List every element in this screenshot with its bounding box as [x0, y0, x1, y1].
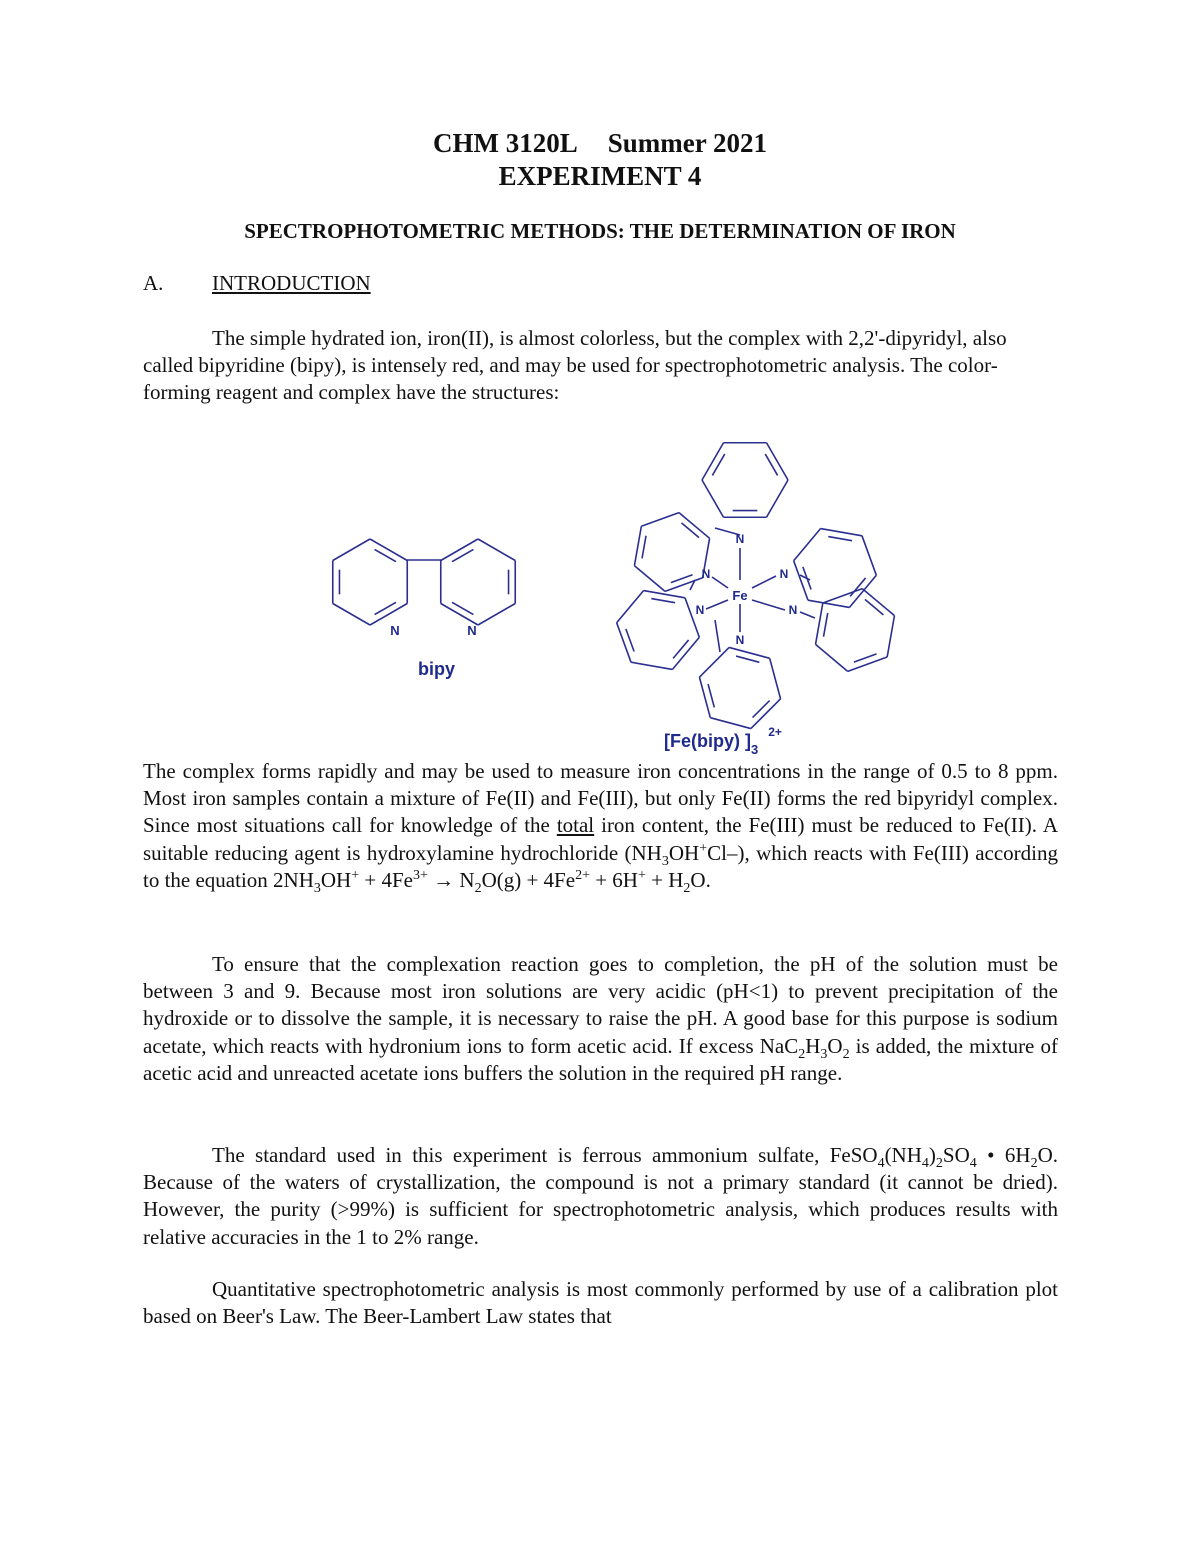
bond-line — [794, 561, 808, 600]
bond-line — [333, 539, 370, 561]
bond-line — [828, 537, 852, 541]
section-letter: A. — [143, 271, 164, 295]
bond-line — [715, 620, 720, 652]
bond-line — [770, 658, 781, 699]
bond-line — [710, 718, 751, 729]
bond-line — [800, 612, 815, 618]
bond-line — [626, 629, 634, 652]
bond-line — [824, 613, 828, 637]
bond-line — [823, 589, 862, 603]
nitrogen-atom: N — [779, 567, 789, 581]
bond-line — [699, 677, 710, 718]
intro-paragraph: The simple hydrated ion, iron(II), is almost colorless, but the complex with 2,2'-dipyridyl, also called bipyridine (bipy), is intensely red, and may be used for spectrophotometric analysis. The color-forming reagent and complex have the structures: — [143, 326, 1007, 405]
bond-line — [752, 576, 776, 588]
nitrogen-atom: N — [701, 567, 711, 581]
bond-line — [794, 529, 821, 561]
nitrogen-atom: N — [695, 603, 705, 617]
bond-line — [631, 662, 672, 669]
ph-paragraph: To ensure that the complexation reaction goes to completion, the pH of the solution must be between 3 and 9. Because most iron solutions are very acidic (pH<1) to prevent precipitation of the hydroxide or to dissolve the sample, it is necessary to raise the pH. A good base for this purpose is sodium acetate, which reacts with hydronium ions to form acetic acid. If excess $NaC_2H_3O_2$ is added, the mixture of acetic acid and unreacted acetate ions buffers the solution in the required pH range. — [143, 952, 1058, 1085]
nitrogen-atom: N — [735, 633, 745, 647]
bond-line — [651, 599, 675, 603]
bond-line — [671, 575, 693, 583]
bond-line — [665, 578, 703, 592]
structure-atom-labels — [390, 532, 797, 647]
bond-line — [736, 656, 759, 662]
bipy-label: bipy — [418, 659, 456, 679]
complex-paragraph: The complex forms rapidly and may be used to measure iron concentrations in the range of 0.5 to 8 ppm. Most iron samples contain a mixture of Fe(II) and Fe(III), but only Fe(II) forms the red bipyridyl complex. Since most situations call for knowledge of the total iron content, the Fe(III) must be reduced to Fe(II). A suitable reducing agent is hydroxylamine hydrochloride $(NH_3OH^+Cl-)$, which reacts with Fe(III) according to the equation $2NH_3OH^+ + 4Fe^{3+} \to N_2O(g) + 4Fe^{2+} + 6H^+ + H_2O$. — [143, 759, 1058, 896]
course-term: Summer 2021 — [607, 128, 767, 158]
bond-line — [706, 600, 728, 609]
bond-line — [865, 599, 883, 614]
nitrogen-atom: N — [788, 603, 798, 617]
section-name: INTRODUCTION — [212, 271, 371, 295]
standard-paragraph: The standard used in this experiment is ferrous ammonium sulfate, $FeSO_4(NH_4)_2SO_4$ • $6H_2O$. Because of the waters of crystallization, the compound is not a primary standard (it cannot be dried). However, the purity (>99%) is sufficient for spectrophotometric analysis, which produces results with relative accuracies in the 1 to 2% range. — [143, 1143, 1058, 1249]
bond-line — [641, 513, 679, 527]
bond-line — [673, 640, 688, 658]
nitrogen-atom: N — [390, 623, 400, 638]
experiment-subtitle: SPECTROPHOTOMETRIC METHODS: THE DETERMINATION OF IRON — [244, 219, 956, 243]
bond-line — [617, 591, 644, 623]
total-emphasis: total — [556, 813, 595, 838]
bond-line — [712, 577, 728, 588]
bond-line — [634, 526, 641, 565]
structure-bonds — [333, 443, 895, 729]
bond-line — [862, 536, 876, 575]
section-heading — [143, 271, 371, 296]
bond-line — [702, 480, 724, 517]
bond-line — [854, 654, 877, 662]
bond-line — [767, 480, 789, 517]
bond-line — [333, 604, 370, 626]
bond-line — [478, 539, 515, 561]
nitrogen-atom: N — [467, 623, 477, 638]
bond-line — [729, 647, 770, 658]
bond-line — [821, 529, 862, 536]
beers-law-paragraph: Quantitative spectrophotometric analysis is most commonly performed by use of a calibration plot based on Beer's Law. The Beer-Lambert Law states that — [143, 1277, 1058, 1329]
bond-line — [752, 600, 785, 610]
bond-line — [753, 701, 770, 718]
bond-line — [887, 616, 894, 657]
bond-line — [816, 603, 823, 644]
bond-line — [816, 644, 848, 671]
bond-line — [850, 578, 865, 596]
complex-label: [Fe(bipy) ]$_3^{2+}$ — [664, 725, 782, 757]
bond-line — [634, 566, 665, 592]
nitrogen-atom: N — [735, 532, 745, 546]
experiment-heading: EXPERIMENT 4 — [498, 161, 702, 191]
structures-figure — [300, 420, 920, 760]
bond-line — [848, 657, 887, 671]
bond-line — [708, 684, 714, 707]
bond-line — [478, 604, 515, 626]
bond-line — [617, 623, 631, 662]
bond-line — [681, 523, 699, 538]
iron-atom: Fe — [732, 588, 748, 603]
bond-line — [642, 536, 646, 559]
bond-line — [699, 647, 729, 677]
bond-line — [800, 575, 810, 580]
course-heading — [0, 128, 1200, 159]
course-code: CHM 3120L — [433, 128, 578, 158]
